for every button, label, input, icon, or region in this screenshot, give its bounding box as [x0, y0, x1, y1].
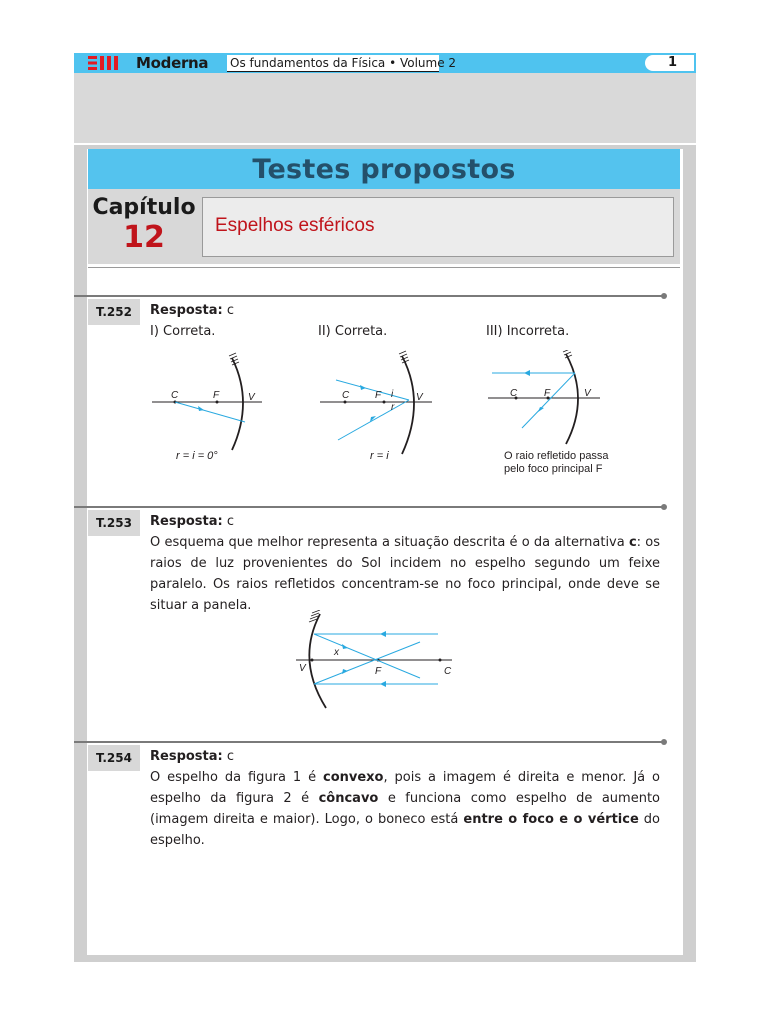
question-separator [74, 295, 664, 297]
answer-line [150, 511, 234, 532]
question-separator [74, 506, 664, 508]
separator-dot [661, 739, 667, 745]
title-band [88, 149, 680, 189]
answer-label: Resposta: [150, 749, 223, 764]
diagram-3-caption-line2: pelo foco principal F [504, 463, 603, 475]
answer-explanation [150, 767, 660, 851]
label-v: V [299, 663, 306, 674]
separator-dot [661, 293, 667, 299]
explanation-emphasis: c [628, 535, 637, 550]
label-c: C [444, 666, 452, 677]
separator-dot [661, 504, 667, 510]
solar-concave-mirror-diagram [290, 610, 470, 710]
label-f: F [375, 666, 382, 677]
answer-explanation [150, 532, 660, 616]
question-tag [88, 510, 140, 536]
label-c: C [510, 388, 518, 399]
book-title-box [227, 55, 457, 72]
diagram-3-caption-line1: O raio refletido passa [504, 450, 609, 462]
diagram-2-caption: r = i [370, 450, 389, 462]
chapter-box [88, 189, 680, 264]
label-r: r [391, 402, 395, 413]
divider [88, 267, 680, 268]
label-f: F [213, 390, 220, 401]
explanation-text: O esquema que melhor representa a situação descrita é o da alternativa [150, 535, 629, 550]
label-v: V [416, 392, 423, 403]
chapter-subject-box [202, 197, 674, 257]
explanation-emphasis: entre o foco e o vértice [463, 812, 639, 827]
question-number: T.254 [96, 751, 132, 765]
chapter-subject: Espelhos esféricos [215, 215, 375, 236]
answer-value: c [226, 303, 235, 318]
question-tag [88, 299, 140, 325]
label-x: x [334, 647, 339, 658]
question-number: T.252 [96, 305, 132, 319]
explanation-emphasis: côncavo [318, 791, 379, 806]
question-tag [88, 745, 140, 771]
label-v: V [584, 388, 591, 399]
header-bar [74, 53, 696, 73]
brand-name: Moderna [136, 54, 209, 72]
label-c: C [171, 390, 179, 401]
answer-value: c [226, 514, 235, 529]
label-f: F [544, 388, 551, 399]
explanation-text: e funciona como espelho de aumento (imagem direita e maior). Logo, o boneco está [150, 791, 661, 827]
question-number: T.253 [96, 516, 132, 530]
item-ii: II) Correta. [318, 324, 388, 339]
explanation-text: : os raios de luz provenientes do Sol incidem no espelho segundo um feixe paralelo. Os raios refletidos concentram-se no foco principal, onde deve se situar a panela. [150, 535, 660, 613]
moderna-logo-icon [88, 56, 122, 70]
answer-line [150, 746, 234, 767]
label-c: C [342, 390, 350, 401]
page-number: 1 [667, 55, 677, 70]
header-band [74, 73, 696, 143]
book-title: Os fundamentos da Física • Volume 2 [230, 56, 457, 70]
label-i: i [391, 389, 394, 400]
page-number-tab [645, 55, 694, 71]
answer-label: Resposta: [150, 303, 223, 318]
explanation-emphasis: convexo [322, 770, 384, 785]
page-title: Testes propostos [252, 154, 516, 185]
answer-value: c [226, 749, 235, 764]
label-f: F [375, 390, 382, 401]
explanation-text: do espelho. [150, 812, 660, 848]
answer-label: Resposta: [150, 514, 223, 529]
explanation-text: , pois a imagem é direita e menor. Já o espelho da figura 2 é [150, 770, 660, 806]
diagram-1-caption: r = i = 0° [176, 450, 218, 462]
answer-line [150, 300, 234, 321]
label-v: V [248, 392, 255, 403]
chapter-label: Capítulo [92, 195, 196, 220]
item-iii: III) Incorreta. [486, 324, 570, 339]
chapter-number: 12 [123, 220, 165, 255]
item-i: I) Correta. [150, 324, 216, 339]
mirror-diagram-3 [486, 350, 606, 450]
question-separator [74, 741, 664, 743]
explanation-text: O espelho da figura 1 é [150, 770, 323, 785]
